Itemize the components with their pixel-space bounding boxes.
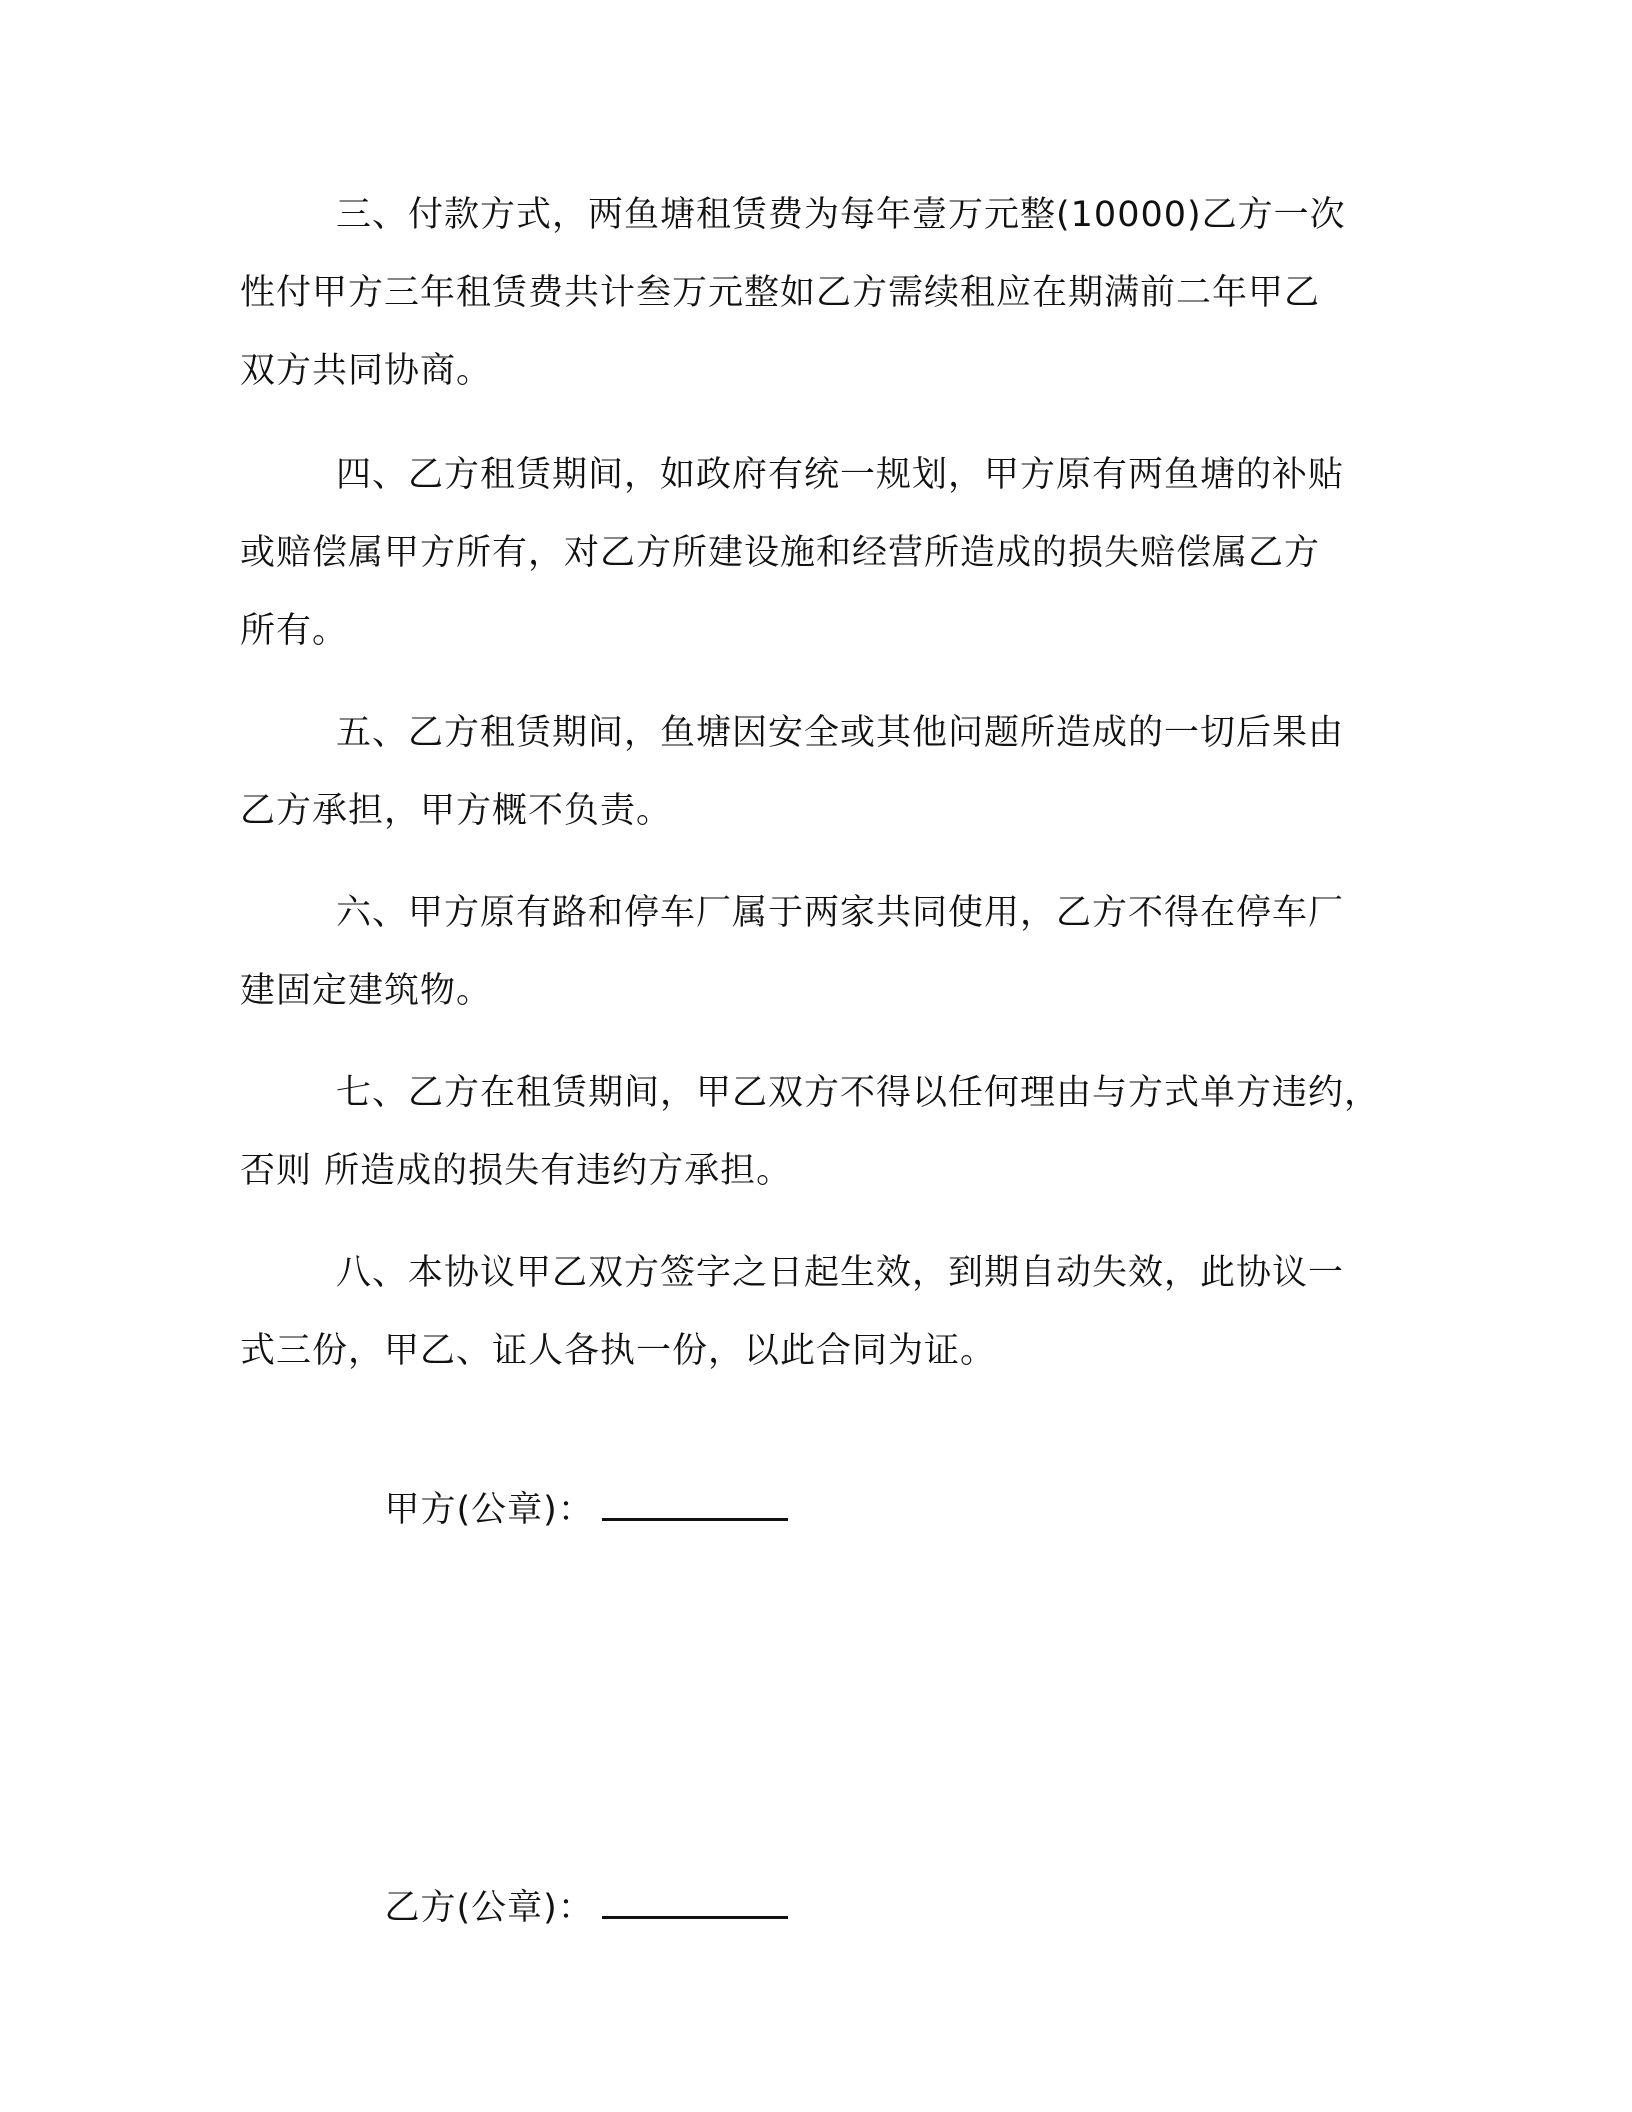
clause-4-line-3: 所有。 xyxy=(240,611,349,651)
clause-7-line-1: 七、乙方在租赁期间，甲乙双方不得以任何理由与方式单方违约， xyxy=(336,1073,1381,1113)
clause-3-line-3: 双方共同协商。 xyxy=(240,351,493,391)
clause-8-line-1: 八、本协议甲乙双方签字之日起生效，到期自动失效，此协议一 xyxy=(336,1253,1345,1293)
party-b-label: 乙方(公章)： xyxy=(384,1888,594,1928)
party-a-label: 甲方(公章)： xyxy=(384,1490,594,1530)
party-b-signature-blank[interactable] xyxy=(602,1876,788,1919)
clause-3-line-2: 性付甲方三年租赁费共计叁万元整如乙方需续租应在期满前二年甲乙 xyxy=(240,273,1321,313)
clause-7-line-2: 否则 所造成的损失有违约方承担。 xyxy=(240,1151,793,1191)
clause-8 xyxy=(240,1234,1400,1390)
party-a-signature xyxy=(336,1428,788,1585)
clause-7 xyxy=(240,1054,1400,1210)
clause-8-line-2: 式三份，甲乙、证人各执一份，以此合同为证。 xyxy=(240,1331,997,1371)
party-a-signature-blank[interactable] xyxy=(602,1478,788,1521)
clause-4 xyxy=(240,436,1400,670)
party-b-signature xyxy=(336,1826,788,1983)
clause-4-line-2: 或赔偿属甲方所有，对乙方所建设施和经营所造成的损失赔偿属乙方 xyxy=(240,533,1321,573)
clause-5 xyxy=(240,694,1400,850)
clause-5-line-1: 五、乙方租赁期间，鱼塘因安全或其他问题所造成的一切后果由 xyxy=(336,713,1345,753)
clause-6 xyxy=(240,874,1400,1030)
clause-3 xyxy=(240,176,1400,410)
clause-3-line-1: 三、付款方式，两鱼塘租赁费为每年壹万元整(10000)乙方一次 xyxy=(336,195,1346,235)
clause-6-line-2: 建固定建筑物。 xyxy=(240,971,493,1011)
clause-4-line-1: 四、乙方租赁期间，如政府有统一规划，甲方原有两鱼塘的补贴 xyxy=(336,455,1345,495)
clause-5-line-2: 乙方承担，甲方概不负责。 xyxy=(240,791,673,831)
clause-6-line-1: 六、甲方原有路和停车厂属于两家共同使用，乙方不得在停车厂 xyxy=(336,893,1345,933)
